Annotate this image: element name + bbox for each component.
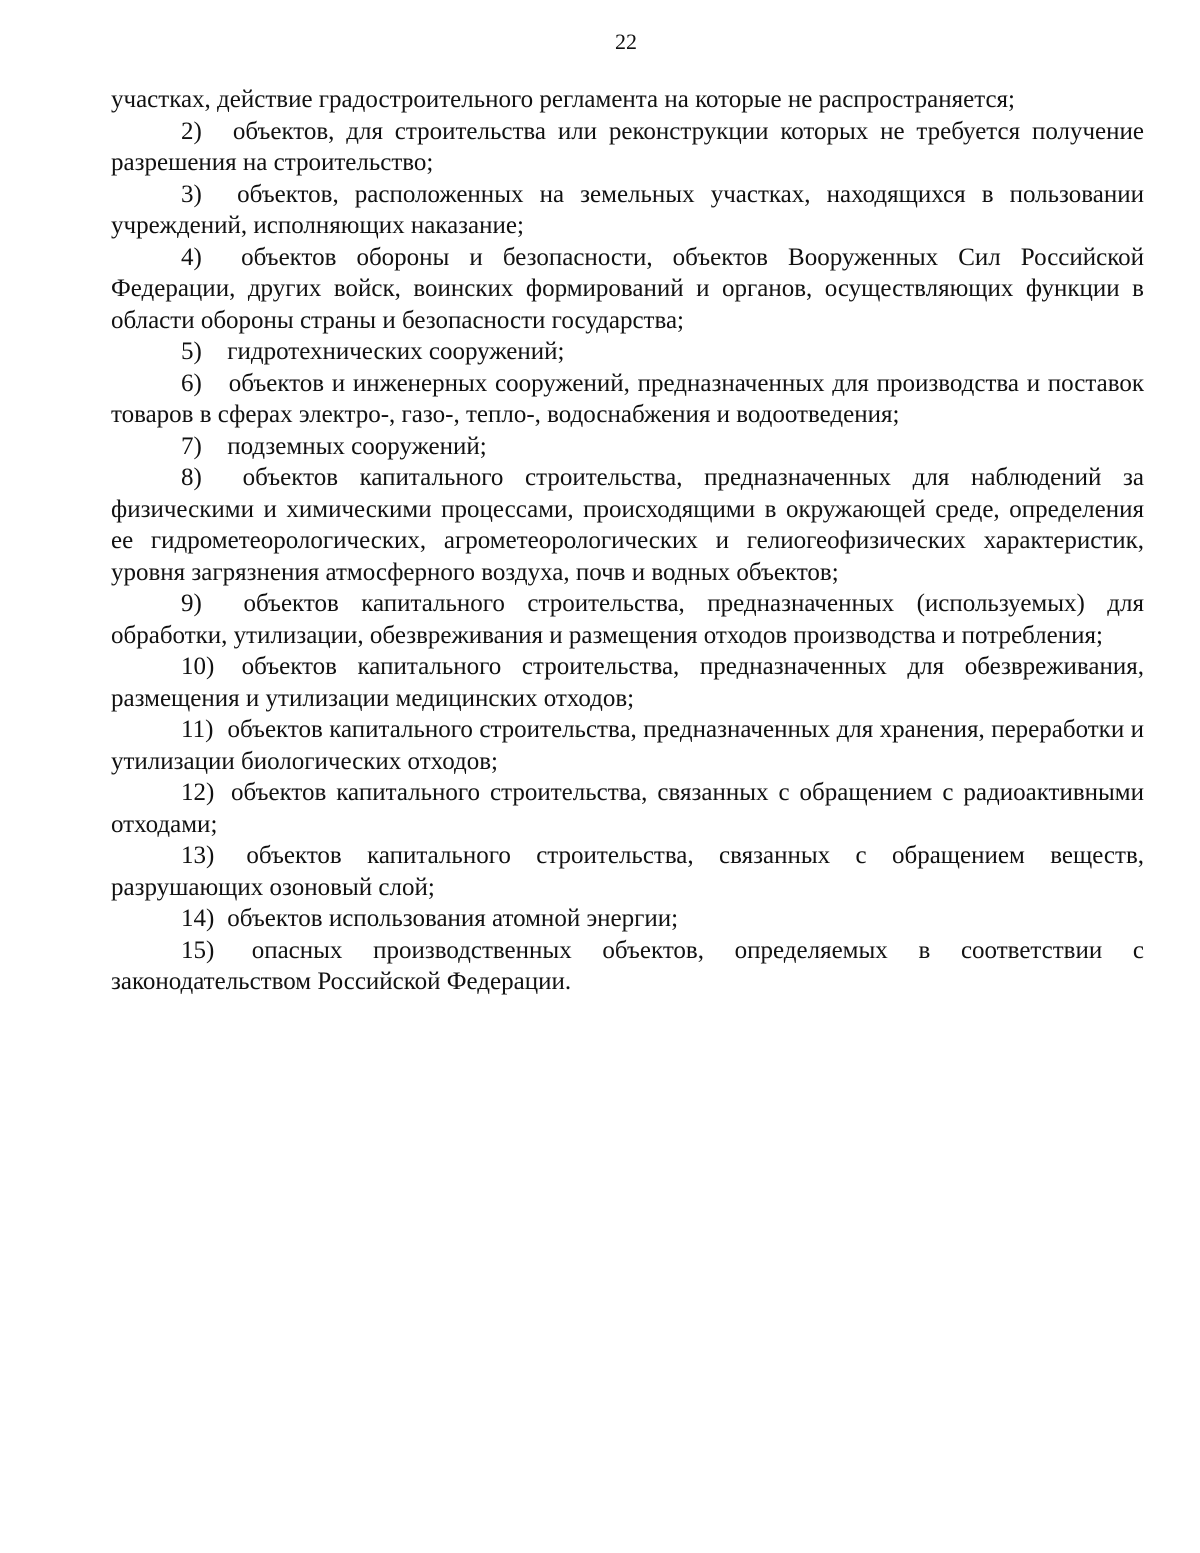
list-item xyxy=(111,714,1144,777)
list-item xyxy=(111,588,1144,651)
list-item-number: 5) xyxy=(181,338,202,365)
list-item-text: объектов капитального строительства, связанных с обращением веществ, разрушающих озоновый слой; xyxy=(111,842,1145,901)
list-item-number: 3) xyxy=(181,180,202,208)
list-item-number: 10) xyxy=(181,653,215,680)
list-item-text: объектов, расположенных на земельных участках, находящихся в пользовании учреждений, исполняющих наказание; xyxy=(111,180,1144,239)
page-number: 22 xyxy=(615,29,637,54)
list-item-text: подземных сооружений; xyxy=(227,432,487,460)
list-item-number: 9) xyxy=(181,590,202,617)
list-item-text: объектов капитального строительства, предназначенных для хранения, переработки и утилизации биологических отходов; xyxy=(111,716,1144,775)
list-item xyxy=(111,242,1144,337)
list-item-text: объектов и инженерных сооружений, предназначенных для производства и поставок товаров в сферах электро-, газо-, тепло-, водоснабжения и водоотведения; xyxy=(111,369,1145,428)
list-item xyxy=(111,116,1144,179)
list-item-number: 14) xyxy=(181,905,215,932)
list-item xyxy=(111,651,1144,714)
list-item-number: 13) xyxy=(181,842,215,869)
list-item-number: 12) xyxy=(181,779,215,806)
list-item-text: объектов капитального строительства, связанных с обращением с радиоактивными отходами; xyxy=(111,779,1145,838)
list-item xyxy=(111,179,1144,242)
list-item xyxy=(111,935,1144,998)
list-item-number: 6) xyxy=(181,369,202,397)
list-item xyxy=(111,840,1144,903)
list-item-text: гидротехнических сооружений; xyxy=(227,338,565,365)
list-item xyxy=(111,368,1144,431)
list-item-text: опасных производственных объектов, определяемых в соответствии с законодательством Российской Федерации. xyxy=(111,936,1144,995)
continuation-paragraph: участках, действие градостроительного регламента на которые не распространяется; xyxy=(111,86,1015,113)
list-item xyxy=(111,336,1144,368)
list-item-number: 15) xyxy=(181,936,215,964)
list-item-number: 8) xyxy=(181,464,202,491)
document-body xyxy=(111,84,1144,998)
list-item-number: 7) xyxy=(181,432,202,460)
list-item xyxy=(111,903,1144,935)
list-item-text: объектов капитального строительства, предназначенных для наблюдений за физическими и химическими процессами, происходящими в окружающей среде, определения ее гидрометеорологических, агрометеорологических и гелиогеофизических характеристик, уровня загрязнения атмосферного воздуха, почв и водных объектов; xyxy=(111,464,1145,586)
list-item-text: объектов капитального строительства, предназначенных (используемых) для обработки, утилизации, обезвреживания и размещения отходов производства и потребления; xyxy=(111,590,1145,649)
list-item-number: 4) xyxy=(181,243,202,271)
list-item-text: объектов капитального строительства, предназначенных для обезвреживания, размещения и утилизации медицинских отходов; xyxy=(111,653,1145,712)
list-item xyxy=(111,431,1144,463)
list-item-number: 2) xyxy=(181,117,202,145)
list-item xyxy=(111,777,1144,840)
list-item-text: объектов обороны и безопасности, объектов Вооруженных Сил Российской Федерации, других войск, воинских формирований и органов, осуществляющих функции в области обороны страны и безопасности государства; xyxy=(111,243,1144,334)
list-item-text: объектов, для строительства или реконструкции которых не требуется получение разрешения на строительство; xyxy=(111,117,1145,176)
list-item xyxy=(111,462,1144,588)
list-item-text: объектов использования атомной энергии; xyxy=(227,905,679,932)
list-item-number: 11) xyxy=(181,716,214,743)
